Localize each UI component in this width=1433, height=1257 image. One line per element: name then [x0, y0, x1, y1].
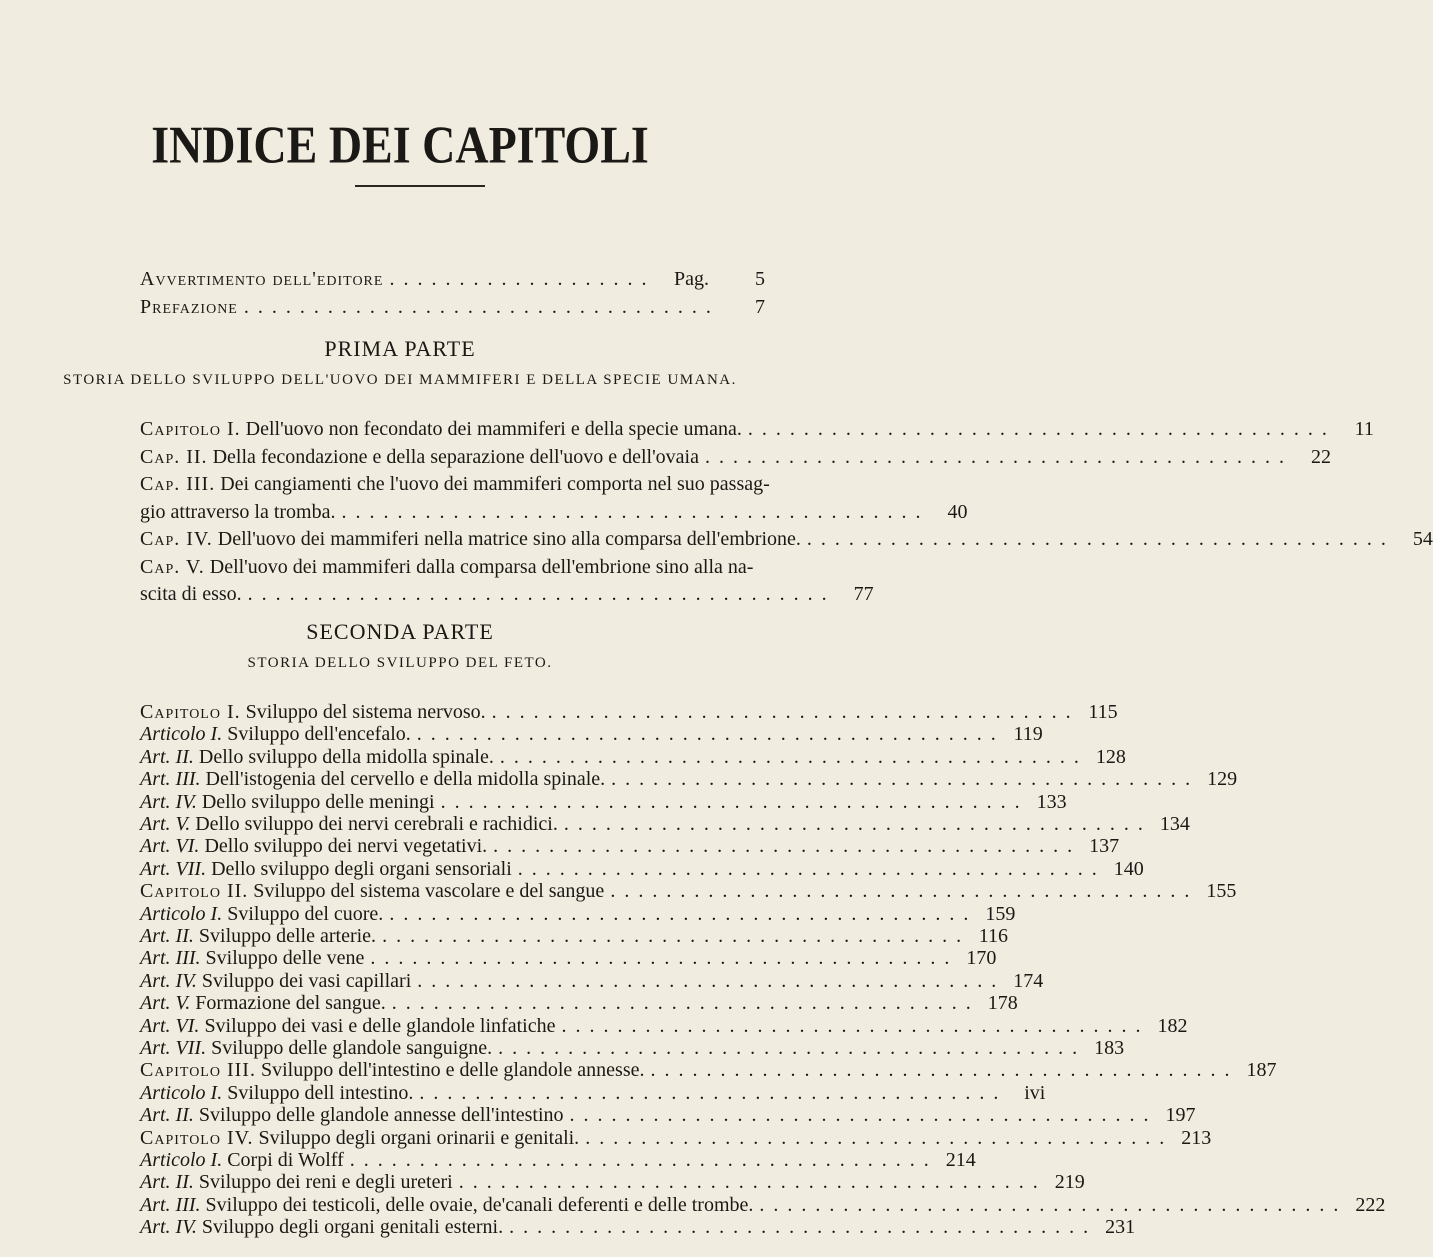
toc-entry [140, 473, 770, 501]
dot-leader: .......................................... [341, 500, 930, 523]
part-heading: SECONDA PARTE [306, 619, 494, 644]
part-subheading: STORIA DELLO SVILUPPO DEL FETO. [247, 655, 553, 671]
toc-entry-text: Dell'uovo non fecondato dei mammiferi e della specie umana. [245, 418, 742, 440]
toc-entry-page: 219 [1054, 1171, 1085, 1194]
dot-leader: .......................................... [419, 1081, 1008, 1104]
toc-entry-continuation [140, 583, 874, 611]
toc-entry-label: Art. II. [140, 925, 194, 947]
dot-leader: .......................................... [747, 418, 1336, 440]
toc-entry-text: Dello sviluppo dei nervi cerebrali e rachidici. [195, 813, 558, 835]
dot-leader: .......................................... [440, 790, 1029, 813]
dot-leader: .......................................... [509, 1216, 1098, 1239]
dot-leader: .......................................... [704, 445, 1293, 468]
toc-entry-page: 134 [1159, 813, 1190, 835]
toc-entry-label: Art. VI. [140, 1014, 200, 1037]
dot-leader: .......................................... [382, 925, 971, 947]
toc-entry-label: Capitolo I. [140, 701, 241, 723]
toc-entry-text: Sviluppo degli organi genitali esterni. [201, 1216, 504, 1239]
toc-entry-text: Sviluppo dell intestino. [227, 1081, 414, 1104]
toc-entry-text: Sviluppo delle vene [205, 947, 365, 970]
toc-entry-label: Cap. II. [140, 445, 208, 468]
toc-entry-text: Sviluppo dell'encefalo. [227, 723, 411, 746]
toc-entry-text: Dell'istogenia del cervello e della midolla spinale. [205, 768, 606, 791]
dot-leader: .......................................... [498, 1037, 1087, 1059]
toc-entry-text: scita di esso. [140, 583, 242, 605]
dot-leader: .......................................... [650, 1059, 1239, 1082]
part-subheading: STORIA DELLO SVILUPPO DELL'UOVO DEI MAMMIFERI E DELLA SPECIE UMANA. [63, 372, 737, 388]
toc-entry-page: 7 [755, 296, 765, 318]
toc-entry-page: 170 [966, 947, 997, 970]
toc-entry-text: Dello sviluppo della midolla spinale. [198, 745, 494, 768]
dot-leader: .......................................... [611, 768, 1200, 791]
toc-entry-label: Capitolo IV. [140, 1126, 254, 1149]
dot-leader: .......................................... [561, 1014, 1150, 1037]
dot-leader: .......................................... [759, 1193, 1348, 1216]
toc-entry-label: Capitolo II. [140, 880, 249, 903]
dot-leader: .......................................... [389, 902, 978, 925]
toc-entry-label: Articolo I. [140, 723, 223, 746]
dot-leader: .......................................... [806, 528, 1395, 550]
pag-word: Pag. [674, 268, 709, 290]
toc-entry [140, 1216, 1136, 1244]
toc-entry [140, 445, 1331, 474]
title-rule [355, 185, 485, 187]
dot-leader: .......................................... [563, 813, 1152, 835]
toc-entry-page: 159 [985, 902, 1016, 925]
toc-entry-label: Art. IV. [140, 969, 197, 992]
toc-entry-page: 213 [1181, 1126, 1212, 1149]
toc-entry-text: Sviluppo delle arterie. [198, 925, 377, 947]
toc-entry-page: 137 [1089, 835, 1120, 858]
toc-entry-label: Art. III. [140, 768, 201, 791]
toc-entry-text: Corpi di Wolff [227, 1149, 344, 1171]
toc-entry-page: 11 [1354, 418, 1374, 440]
toc-entry-text: Della fecondazione e della separazione dell'uovo e dell'ovaia [212, 445, 699, 468]
dot-leader: .......................................... [370, 947, 959, 970]
page-title: INDICE DEI CAPITOLI [151, 115, 649, 174]
dot-leader: .......................................... [585, 1126, 1174, 1149]
toc-entry-text: Dei cangiamenti che l'uovo dei mammiferi comporta nel suo passag- [220, 473, 770, 495]
toc-entry-label: Cap. IV. [140, 528, 213, 550]
toc-entry-page: 222 [1355, 1193, 1386, 1216]
toc-entry-text: gio attraverso la tromba. [140, 500, 336, 523]
toc-entry-page: 174 [1013, 969, 1044, 992]
toc-entry-label: Avvertimento dell'editore [140, 268, 384, 290]
toc-entry-label: Art. VII. [140, 857, 207, 880]
toc-entry-page: 40 [947, 500, 968, 523]
toc-entry [140, 418, 1374, 446]
toc-entry-page: 133 [1036, 790, 1067, 813]
toc-entry-label: Capitolo III. [140, 1059, 256, 1082]
toc-entry-label: Articolo I. [140, 902, 223, 925]
toc-entry-page: 54 [1412, 528, 1433, 550]
toc-entry-label: Art. III. [140, 1193, 201, 1216]
toc-entry-label: Articolo I. [140, 1081, 223, 1104]
toc-entry-page: 178 [987, 992, 1018, 1015]
toc-entry-label: Art. V. [140, 992, 191, 1015]
dot-leader: ................... [389, 268, 656, 290]
toc-entry-text: Dello sviluppo delle meningi [201, 790, 435, 813]
toc-entry-page: 231 [1105, 1216, 1136, 1239]
toc-entry-text: Sviluppo del sistema nervoso. [245, 701, 486, 723]
dot-leader: .......................................... [391, 992, 980, 1015]
toc-entry-text: Formazione del sangue. [195, 992, 386, 1015]
dot-leader: .......................................... [247, 583, 836, 605]
dot-leader: .......................................... [491, 701, 1080, 723]
toc-entry-page: 187 [1246, 1059, 1277, 1082]
toc-entry-label: Art. II. [140, 745, 194, 768]
toc-entry-page: 5 [755, 268, 765, 290]
dot-leader: .......................................... [417, 969, 1006, 992]
dot-leader: .......................................... [569, 1104, 1158, 1127]
dot-leader: .......................................... [493, 835, 1082, 858]
toc-entry-text: Sviluppo dei testicoli, delle ovaie, de'canali deferenti e delle trombe. [205, 1193, 754, 1216]
toc-entry-text: Dello sviluppo dei nervi vegetativi. [204, 835, 488, 858]
toc-entry-page: 183 [1094, 1037, 1125, 1059]
toc-entry-page: 155 [1206, 880, 1237, 903]
toc-entry-label: Cap. III. [140, 473, 216, 495]
toc-entry-page: 128 [1095, 745, 1126, 768]
toc-entry-label: Art. VII. [140, 1037, 207, 1059]
toc-entry-page: 119 [1013, 723, 1043, 746]
toc-entry-text: Sviluppo del sistema vascolare e del sangue [253, 880, 605, 903]
toc-entry-page: 129 [1207, 768, 1238, 791]
part-heading: PRIMA PARTE [324, 336, 476, 361]
toc-entry-page: 115 [1088, 701, 1118, 723]
toc-entry-text: Sviluppo degli organi orinarii e genitali. [258, 1126, 580, 1149]
toc-entry-text: Dell'uovo dei mammiferi nella matrice sino alla comparsa dell'embrione. [217, 528, 801, 550]
dot-leader: .......................................... [349, 1149, 938, 1171]
toc-entry-prefazione [140, 296, 765, 324]
toc-entry-text: Dello sviluppo degli organi sensoriali [211, 857, 512, 880]
toc-entry-label: Art. III. [140, 947, 201, 970]
toc-entry-page: 214 [945, 1149, 976, 1171]
toc-entry-label: Art. II. [140, 1104, 194, 1127]
dot-leader: .......................................... [416, 723, 1005, 746]
toc-entry-text: Sviluppo dei vasi capillari [201, 969, 412, 992]
toc-entry-label: Prefazione [140, 296, 238, 318]
dot-leader: .......................................... [458, 1171, 1047, 1194]
toc-entry-label: Art. VI. [140, 835, 200, 858]
toc-entry-continuation [140, 500, 968, 529]
dot-leader: .................................. [243, 296, 720, 318]
toc-entry-page: 182 [1157, 1014, 1188, 1037]
toc-entry-page: 197 [1165, 1104, 1196, 1127]
toc-entry-text: Sviluppo delle glandole annesse dell'intestino [198, 1104, 564, 1127]
toc-entry-avvertimento [140, 268, 765, 296]
toc-entry [140, 528, 1433, 556]
toc-entry-page: 140 [1113, 857, 1144, 880]
toc-entry-label: Capitolo I. [140, 418, 241, 440]
toc-entry-label: Art. II. [140, 1171, 194, 1194]
toc-entry-label: Art. V. [140, 813, 191, 835]
toc-entry-text: Sviluppo dei reni e degli ureteri [198, 1171, 453, 1194]
dot-leader: .......................................... [499, 745, 1088, 768]
toc-entry [140, 556, 765, 584]
toc-entry-label: Art. IV. [140, 790, 197, 813]
dot-leader: .......................................... [610, 880, 1199, 903]
toc-entry-page: 116 [978, 925, 1009, 947]
toc-entry-page: 77 [853, 583, 874, 605]
toc-entry-page: ivi [1024, 1081, 1046, 1104]
toc-entry-text: Sviluppo dei vasi e delle glandole linfatiche [204, 1014, 556, 1037]
toc-entry-text: Sviluppo dell'intestino e delle glandole annesse. [260, 1059, 645, 1082]
toc-entry-page: 22 [1310, 445, 1331, 468]
dot-leader: .......................................... [517, 857, 1106, 880]
toc-entry-text: Sviluppo delle glandole sanguigne. [211, 1037, 493, 1059]
toc-entry-label: Art. IV. [140, 1216, 197, 1239]
toc-entry-text: Dell'uovo dei mammiferi dalla comparsa dell'embrione sino alla na- [209, 555, 754, 578]
toc-entry-text: Sviluppo del cuore. [227, 902, 384, 925]
toc-entry-label: Cap. V. [140, 555, 205, 578]
toc-entry-label: Articolo I. [140, 1149, 223, 1171]
